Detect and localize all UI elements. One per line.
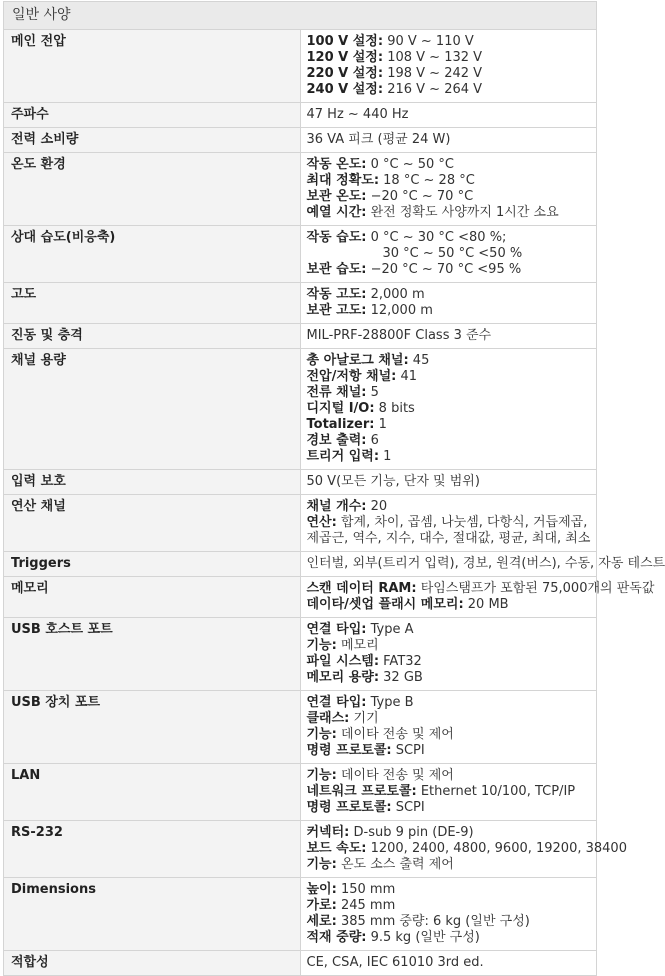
spec-value-key: 220 V 설정: bbox=[307, 66, 384, 81]
spec-value-line bbox=[307, 303, 592, 319]
spec-value-line bbox=[307, 914, 592, 930]
spec-table-header-row bbox=[4, 2, 597, 30]
spec-value-key: 전류 채널: bbox=[307, 385, 367, 400]
spec-value-line bbox=[307, 34, 592, 50]
spec-value-text: 385 mm 중량: 6 kg (일반 구성) bbox=[337, 914, 530, 929]
spec-value bbox=[300, 470, 597, 495]
spec-value-text: Ethernet 10/100, TCP/IP bbox=[417, 784, 575, 799]
spec-value-key: 예열 시간: bbox=[307, 205, 367, 220]
spec-value-text: 32 GB bbox=[379, 670, 423, 685]
spec-value-key: 120 V 설정: bbox=[307, 50, 384, 65]
spec-value-line bbox=[307, 800, 592, 816]
spec-value-key: 보드 속도: bbox=[307, 841, 367, 856]
spec-value-key: 보관 온도: bbox=[307, 189, 367, 204]
spec-value-text: 8 bits bbox=[375, 401, 415, 416]
spec-value-line bbox=[307, 622, 592, 638]
spec-value-text: Type B bbox=[366, 695, 413, 710]
spec-value-line bbox=[307, 841, 592, 857]
spec-value-text: 150 mm bbox=[337, 882, 395, 897]
spec-value-line bbox=[307, 768, 592, 784]
spec-value bbox=[300, 821, 597, 878]
spec-value-line bbox=[307, 515, 592, 547]
spec-label: Triggers bbox=[4, 552, 301, 577]
spec-value bbox=[300, 577, 597, 618]
spec-value-key: 메모리 용량: bbox=[307, 670, 380, 685]
spec-value-key: 보관 습도: bbox=[307, 262, 367, 277]
spec-value-line bbox=[307, 132, 592, 148]
spec-row bbox=[4, 821, 597, 878]
spec-value-key: 적재 중량: bbox=[307, 930, 367, 945]
spec-value-key: 기능: bbox=[307, 768, 337, 783]
spec-row bbox=[4, 349, 597, 470]
spec-value-text: −20 °C ~ 70 °C bbox=[366, 189, 473, 204]
spec-value-text: SCPI bbox=[392, 743, 425, 758]
spec-value-key: 기능: bbox=[307, 727, 337, 742]
spec-value-line bbox=[307, 173, 592, 189]
spec-value bbox=[300, 103, 597, 128]
spec-value-key: 명령 프로토콜: bbox=[307, 743, 392, 758]
spec-value-line bbox=[307, 670, 592, 686]
spec-label: 상대 습도(비응축) bbox=[4, 226, 301, 283]
spec-value bbox=[300, 878, 597, 951]
spec-value-line bbox=[307, 654, 592, 670]
spec-value-text: FAT32 bbox=[379, 654, 422, 669]
spec-value bbox=[300, 552, 597, 577]
spec-value-text: 20 MB bbox=[464, 597, 509, 612]
spec-row bbox=[4, 470, 597, 495]
spec-value-line bbox=[307, 230, 592, 246]
spec-value-text: 108 V ~ 132 V bbox=[383, 50, 482, 65]
spec-value bbox=[300, 226, 597, 283]
spec-value-text: 2,000 m bbox=[366, 287, 424, 302]
spec-row bbox=[4, 103, 597, 128]
spec-value-line bbox=[307, 401, 592, 417]
spec-table-body bbox=[4, 30, 597, 976]
spec-value-key: Totalizer: bbox=[307, 417, 375, 432]
spec-label: 온도 환경 bbox=[4, 153, 301, 226]
spec-value-key: 클래스: bbox=[307, 711, 350, 726]
spec-value-text: 12,000 m bbox=[366, 303, 432, 318]
spec-value bbox=[300, 691, 597, 764]
spec-value-key: 240 V 설정: bbox=[307, 82, 384, 97]
spec-value-text: 데이타 전송 및 제어 bbox=[337, 768, 454, 783]
spec-value-text: 메모리 bbox=[337, 638, 379, 653]
spec-row bbox=[4, 495, 597, 552]
spec-label: 메모리 bbox=[4, 577, 301, 618]
spec-value-text: 0 °C ~ 50 °C bbox=[366, 157, 454, 172]
spec-value bbox=[300, 128, 597, 153]
spec-value-text: 30 °C ~ 50 °C <50 % bbox=[383, 246, 523, 261]
spec-value-text: 90 V ~ 110 V bbox=[383, 34, 474, 49]
spec-row bbox=[4, 552, 597, 577]
spec-value-line bbox=[307, 369, 592, 385]
spec-table-title: 일반 사양 bbox=[4, 2, 597, 30]
spec-label: 입력 보호 bbox=[4, 470, 301, 495]
spec-value-key: 경보 출력: bbox=[307, 433, 367, 448]
spec-value-text: 20 bbox=[366, 499, 387, 514]
spec-value-text: 데이타 전송 및 제어 bbox=[337, 727, 454, 742]
spec-value-line bbox=[307, 50, 592, 66]
spec-value-line bbox=[307, 882, 592, 898]
spec-row bbox=[4, 30, 597, 103]
spec-value-text: −20 °C ~ 70 °C <95 % bbox=[366, 262, 521, 277]
spec-value-text: 타임스탬프가 포함된 75,000개의 판독값 bbox=[417, 581, 655, 596]
spec-value-key: 기능: bbox=[307, 638, 337, 653]
spec-value-key: 100 V 설정: bbox=[307, 34, 384, 49]
spec-row bbox=[4, 691, 597, 764]
spec-value-text: 47 Hz ~ 440 Hz bbox=[307, 107, 409, 122]
spec-value-key: 트리거 입력: bbox=[307, 449, 380, 464]
spec-label: 주파수 bbox=[4, 103, 301, 128]
spec-value-line bbox=[307, 189, 592, 205]
spec-label: 진동 및 충격 bbox=[4, 324, 301, 349]
spec-value-text: 245 mm bbox=[337, 898, 395, 913]
spec-value-key: 전압/저항 채널: bbox=[307, 369, 397, 384]
spec-value-line bbox=[307, 433, 592, 449]
spec-value-line bbox=[307, 825, 592, 841]
spec-value-text: 36 VA 피크 (평균 24 W) bbox=[307, 132, 451, 147]
spec-value-text: 기기 bbox=[349, 711, 378, 726]
spec-value-line bbox=[307, 857, 592, 873]
spec-table bbox=[3, 1, 597, 976]
spec-value-line bbox=[307, 898, 592, 914]
spec-value-line bbox=[307, 82, 592, 98]
spec-label: 메인 전압 bbox=[4, 30, 301, 103]
spec-label: RS-232 bbox=[4, 821, 301, 878]
spec-value-key: 높이: bbox=[307, 882, 337, 897]
spec-value-line bbox=[307, 499, 592, 515]
spec-value-line bbox=[307, 262, 592, 278]
spec-value bbox=[300, 349, 597, 470]
spec-row bbox=[4, 128, 597, 153]
spec-value-key: 작동 고도: bbox=[307, 287, 367, 302]
spec-value-text: 온도 소스 출력 제어 bbox=[337, 857, 454, 872]
spec-value-text: 198 V ~ 242 V bbox=[383, 66, 482, 81]
spec-value-key: 네트워크 프로토콜: bbox=[307, 784, 417, 799]
spec-value-line bbox=[307, 328, 592, 344]
spec-value-text: 50 V(모든 기능, 단자 및 범위) bbox=[307, 474, 480, 489]
spec-row bbox=[4, 764, 597, 821]
spec-label: Dimensions bbox=[4, 878, 301, 951]
spec-value-line bbox=[307, 784, 592, 800]
spec-value-key: 채널 개수: bbox=[307, 499, 367, 514]
spec-label: 고도 bbox=[4, 283, 301, 324]
spec-value bbox=[300, 495, 597, 552]
spec-value-key: 가로: bbox=[307, 898, 337, 913]
spec-value-key: 작동 온도: bbox=[307, 157, 367, 172]
spec-value-text: 9.5 kg (일반 구성) bbox=[366, 930, 479, 945]
spec-value-text: 완전 정확도 사양까지 1시간 소요 bbox=[366, 205, 558, 220]
spec-value bbox=[300, 283, 597, 324]
spec-value-line bbox=[307, 353, 592, 369]
spec-value-text: SCPI bbox=[392, 800, 425, 815]
spec-value-key: 연산: bbox=[307, 515, 337, 530]
spec-row bbox=[4, 951, 597, 976]
spec-value-key: 연결 타입: bbox=[307, 622, 367, 637]
spec-value-line bbox=[307, 157, 592, 173]
spec-value-text: 합계, 차이, 곱셈, 나눗셈, 다항식, 거듭제곱, 제곱근, 역수, 지수, 대수, 절대값, 평균, 최대, 최소 bbox=[307, 515, 591, 546]
spec-value bbox=[300, 951, 597, 976]
spec-label: LAN bbox=[4, 764, 301, 821]
spec-value-line bbox=[307, 205, 592, 221]
spec-value-key: 총 아날로그 채널: bbox=[307, 353, 409, 368]
spec-value-key: 디지털 I/O: bbox=[307, 401, 375, 416]
spec-label: 채널 용량 bbox=[4, 349, 301, 470]
spec-value bbox=[300, 30, 597, 103]
spec-value-line bbox=[307, 66, 592, 82]
spec-value-text: 18 °C ~ 28 °C bbox=[379, 173, 475, 188]
spec-value-key: 파일 시스템: bbox=[307, 654, 380, 669]
spec-value-text: 인터벌, 외부(트리거 입력), 경보, 원격(버스), 수동, 자동 테스트 bbox=[307, 556, 665, 571]
spec-value-key: 스캔 데이터 RAM: bbox=[307, 581, 417, 596]
spec-value-text: MIL-PRF-28800F Class 3 준수 bbox=[307, 328, 492, 343]
spec-value-key: 데이타/셋업 플래시 메모리: bbox=[307, 597, 464, 612]
spec-value-text: 1 bbox=[374, 417, 386, 432]
spec-value-key: 보관 고도: bbox=[307, 303, 367, 318]
spec-value-line bbox=[307, 743, 592, 759]
spec-row bbox=[4, 324, 597, 349]
spec-value-line bbox=[307, 107, 592, 123]
spec-value-line bbox=[307, 711, 592, 727]
spec-value bbox=[300, 618, 597, 691]
spec-label: USB 호스트 포트 bbox=[4, 618, 301, 691]
spec-value-key: 최대 정확도: bbox=[307, 173, 380, 188]
spec-value-line bbox=[307, 556, 592, 572]
spec-value-key: 작동 습도: bbox=[307, 230, 367, 245]
spec-value-key: 연결 타입: bbox=[307, 695, 367, 710]
spec-row bbox=[4, 226, 597, 283]
spec-value-text: Type A bbox=[366, 622, 413, 637]
spec-label: USB 장치 포트 bbox=[4, 691, 301, 764]
spec-value-text: 5 bbox=[366, 385, 378, 400]
spec-value-line bbox=[307, 930, 592, 946]
spec-row bbox=[4, 878, 597, 951]
spec-row bbox=[4, 618, 597, 691]
spec-label: 전력 소비량 bbox=[4, 128, 301, 153]
spec-value bbox=[300, 153, 597, 226]
spec-value-line bbox=[307, 638, 592, 654]
spec-value-text: 41 bbox=[396, 369, 417, 384]
spec-row bbox=[4, 283, 597, 324]
spec-value-line bbox=[307, 449, 592, 465]
spec-label: 연산 채널 bbox=[4, 495, 301, 552]
spec-value-key: 세로: bbox=[307, 914, 337, 929]
spec-value-line bbox=[307, 417, 592, 433]
spec-value-text: 1 bbox=[379, 449, 391, 464]
spec-value-text: 0 °C ~ 30 °C <80 %; bbox=[366, 230, 506, 245]
spec-value-key: 명령 프로토콜: bbox=[307, 800, 392, 815]
spec-value-line bbox=[307, 955, 592, 971]
spec-value-text: 6 bbox=[366, 433, 378, 448]
spec-value bbox=[300, 764, 597, 821]
spec-value-line bbox=[307, 474, 592, 490]
spec-value-line bbox=[307, 246, 592, 262]
spec-value-line bbox=[307, 385, 592, 401]
spec-value-line bbox=[307, 695, 592, 711]
spec-value-line bbox=[307, 287, 592, 303]
spec-value-line bbox=[307, 597, 592, 613]
spec-value-text: CE, CSA, IEC 61010 3rd ed. bbox=[307, 955, 484, 970]
spec-value-text: 1200, 2400, 4800, 9600, 19200, 38400 bbox=[366, 841, 627, 856]
spec-row bbox=[4, 153, 597, 226]
spec-value-line bbox=[307, 727, 592, 743]
spec-value-text: 216 V ~ 264 V bbox=[383, 82, 482, 97]
spec-value bbox=[300, 324, 597, 349]
spec-value-text: D-sub 9 pin (DE-9) bbox=[349, 825, 473, 840]
spec-label: 적합성 bbox=[4, 951, 301, 976]
spec-value-key: 기능: bbox=[307, 857, 337, 872]
spec-row bbox=[4, 577, 597, 618]
spec-value-line bbox=[307, 581, 592, 597]
spec-value-text: 45 bbox=[409, 353, 430, 368]
spec-value-key: 커넥터: bbox=[307, 825, 350, 840]
